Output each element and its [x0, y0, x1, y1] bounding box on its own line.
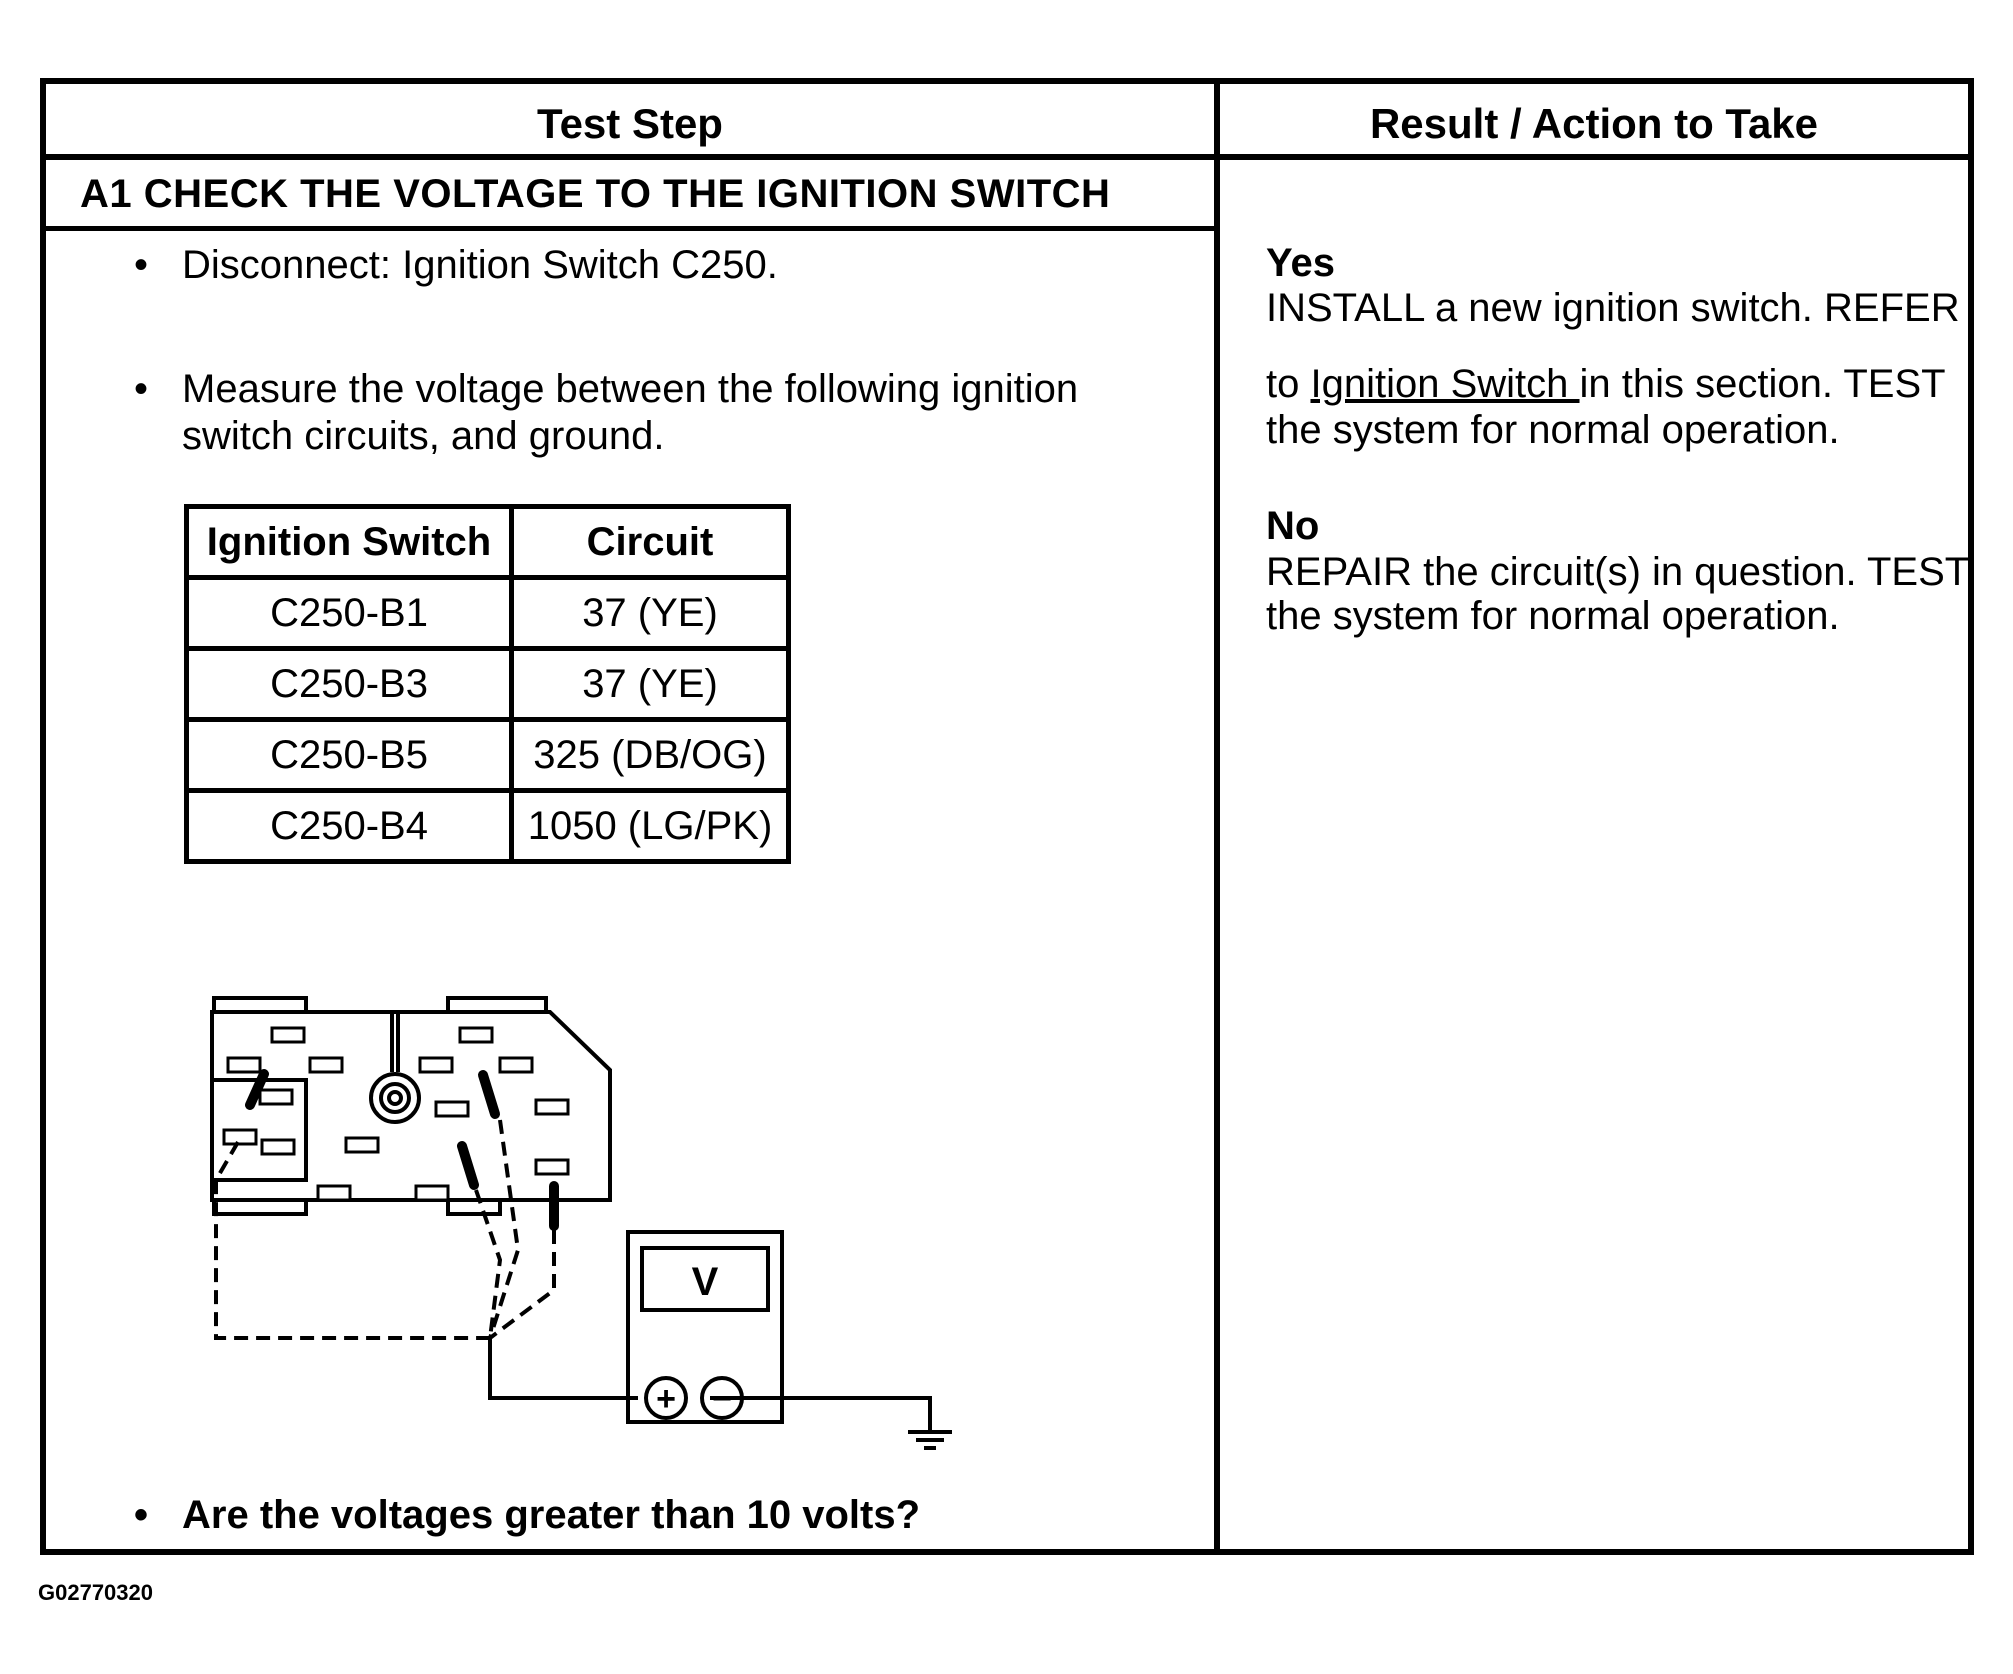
header-divider	[46, 154, 1968, 160]
terminal	[420, 1058, 452, 1072]
yes-label: Yes	[1266, 241, 1335, 285]
yes-line-2-pre: to	[1266, 362, 1311, 406]
table-cell: C250-B3	[187, 649, 512, 720]
terminal	[262, 1140, 294, 1154]
bullet-dot: •	[134, 243, 149, 287]
no-line-1: REPAIR the circuit(s) in question. TEST	[1266, 550, 1970, 594]
connector-center-terminal	[389, 1092, 401, 1104]
connector-tab	[448, 1200, 500, 1214]
minus-sign: −	[712, 1380, 732, 1418]
table-row	[187, 720, 789, 791]
no-line-2: the system for normal operation.	[1266, 594, 1840, 638]
ignition-switch-link[interactable]: Ignition Switch	[1310, 362, 1580, 406]
bullet-text: switch circuits, and ground.	[182, 414, 665, 458]
terminal	[260, 1090, 292, 1104]
header-result-action: Result / Action to Take	[1369, 100, 1819, 147]
table-header-row	[187, 507, 789, 578]
meter-lead-positive	[490, 1338, 638, 1398]
table-row	[187, 791, 789, 862]
bullet-dot: •	[134, 1493, 149, 1537]
terminal	[228, 1058, 260, 1072]
table-cell: C250-B4	[187, 791, 512, 862]
terminal	[536, 1100, 568, 1114]
table-cell: C250-B1	[187, 578, 512, 649]
connector-center-terminal	[381, 1084, 409, 1112]
table-cell: 37 (YE)	[512, 578, 789, 649]
table-cell: 1050 (LG/PK)	[512, 791, 789, 862]
test-lead	[490, 1230, 554, 1338]
circuit-table	[184, 504, 791, 864]
terminal	[500, 1058, 532, 1072]
table-cell: 325 (DB/OG)	[512, 720, 789, 791]
connector-tab	[448, 998, 546, 1012]
no-label: No	[1266, 504, 1320, 548]
table-row	[187, 578, 789, 649]
connector-tab	[214, 1200, 306, 1214]
table-row	[187, 649, 789, 720]
figure-code: G02770320	[38, 1580, 153, 1605]
connector-center-terminal	[371, 1074, 419, 1122]
step-title-divider	[46, 226, 1214, 231]
table-cell: 37 (YE)	[512, 649, 789, 720]
yes-line-3: the system for normal operation.	[1266, 408, 1840, 452]
plus-sign: +	[656, 1380, 676, 1418]
connector-tab	[214, 998, 306, 1012]
terminal	[224, 1130, 256, 1144]
question-text: Are the voltages greater than 10 volts?	[182, 1493, 921, 1537]
voltmeter-label: V	[691, 1260, 719, 1304]
bullet-dot: •	[134, 367, 149, 411]
terminal	[346, 1138, 378, 1152]
header-test-step: Test Step	[537, 100, 723, 147]
test-probe	[462, 1146, 474, 1185]
yes-line-2-post: in this section. TEST	[1579, 362, 1946, 406]
terminal	[310, 1058, 342, 1072]
terminal	[460, 1028, 492, 1042]
terminal	[318, 1186, 350, 1200]
yes-line-2	[1266, 362, 1946, 406]
bullet-text: Measure the voltage between the following ignition	[182, 367, 1079, 411]
terminal	[272, 1028, 304, 1042]
step-title: A1 CHECK THE VOLTAGE TO THE IGNITION SWITCH	[80, 172, 1111, 216]
yes-line-1: INSTALL a new ignition switch. REFER	[1266, 286, 1960, 330]
test-lead	[216, 1142, 490, 1338]
terminal	[416, 1186, 448, 1200]
connector-voltmeter-diagram	[200, 990, 980, 1450]
table-header-ignition-switch: Ignition Switch	[187, 507, 512, 578]
bullet-text: Disconnect: Ignition Switch C250.	[182, 243, 778, 287]
terminal	[436, 1102, 468, 1116]
test-probe	[483, 1075, 495, 1114]
terminal	[536, 1160, 568, 1174]
column-divider	[1214, 84, 1220, 1549]
table-header-circuit: Circuit	[512, 507, 789, 578]
table-cell: C250-B5	[187, 720, 512, 791]
